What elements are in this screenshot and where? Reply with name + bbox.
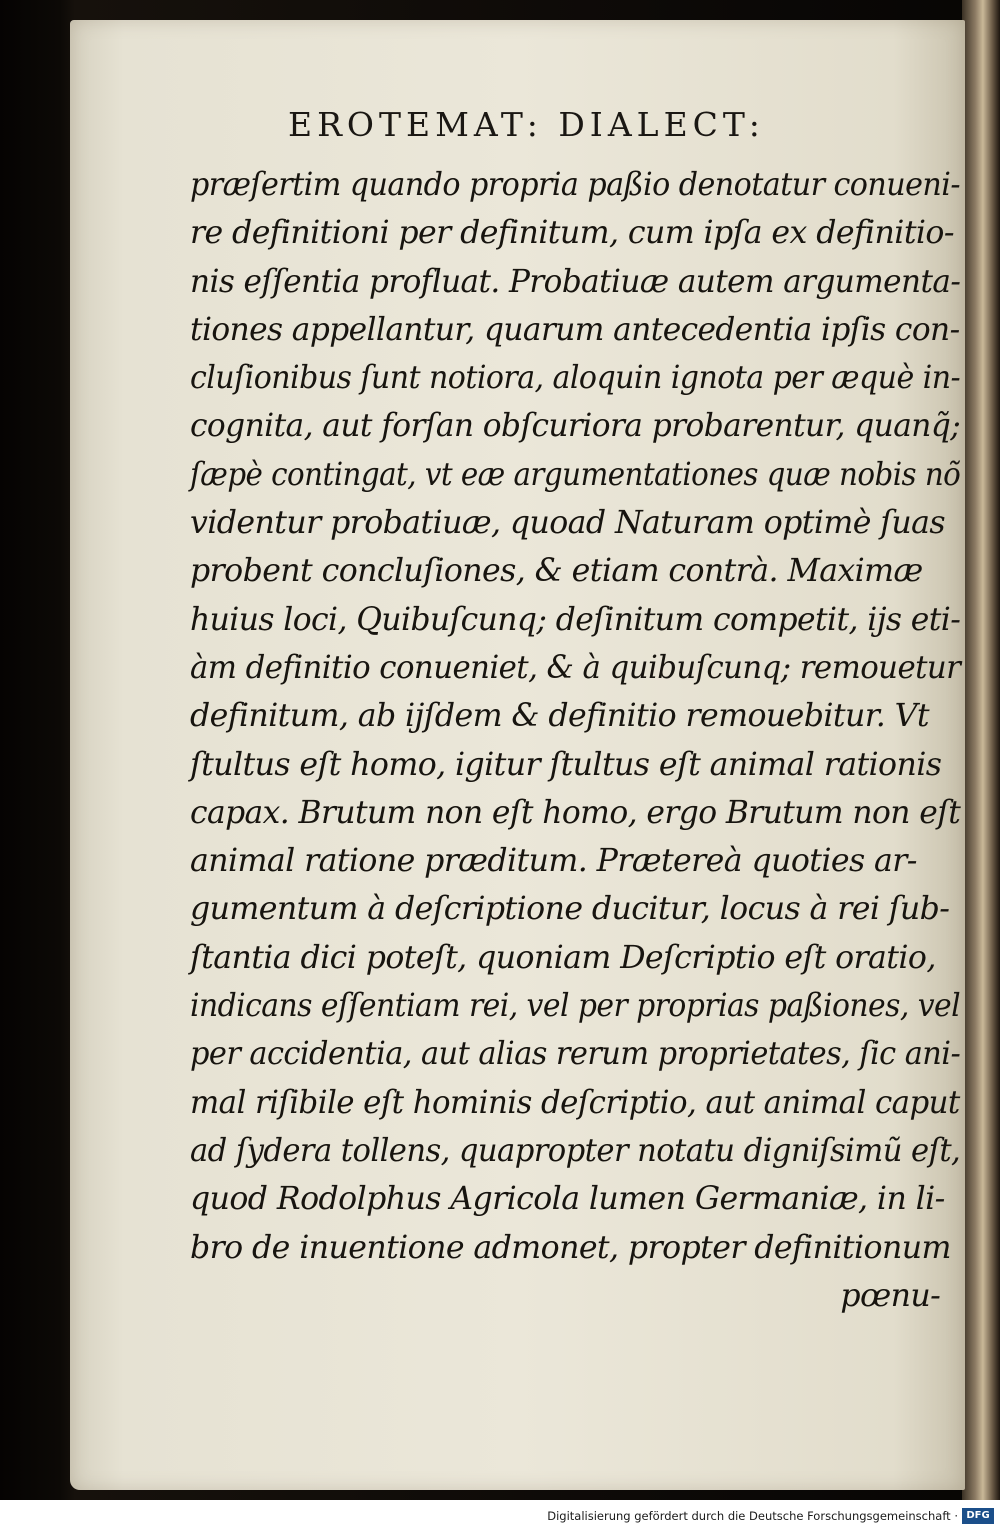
text-line: cognita, aut forſan obſcuriora probarentur, quanq̃; (190, 406, 961, 445)
text-line: mal riſibile eſt hominis deſcriptio, aut animal caput (190, 1082, 960, 1121)
text-line: àm definitio conueniet, & à quibuſcunq; remouetur (190, 647, 961, 686)
text-line: tiones appellantur, quarum antecedentia ipſis con- (190, 309, 960, 348)
text-line: probent concluſiones, & etiam contrà. Maximæ (190, 551, 923, 590)
funding-credit: Digitalisierung gefördert durch die Deutsche Forschungsgemeinschaft · (547, 1509, 958, 1523)
body-text (190, 160, 970, 1319)
text-line: ſtultus eſt homo, igitur ſtultus eſt animal rationis (190, 744, 942, 783)
running-head: EROTEMAT: DIALECT: (288, 105, 765, 144)
text-line: quod Rodolphus Agricola lumen Germaniæ, in li- (190, 1179, 945, 1218)
text-line: præſertim quando propria paßio denotatur conueni- (190, 165, 960, 203)
text-line: ſæpè contingat, vt eæ argumentationes quæ nobis nõ (190, 454, 961, 493)
text-line: animal ratione præditum. Prætereà quoties ar- (190, 841, 917, 880)
text-line: capax. Brutum non eſt homo, ergo Brutum non eſt (190, 792, 961, 831)
dfg-logo[interactable]: DFG (962, 1508, 994, 1524)
text-line: indicans eſſentiam rei, vel per proprias paßiones, vel (190, 986, 961, 1025)
catchword: pœnu- (840, 1275, 941, 1314)
text-line: re definitioni per definitum, cum ipſa ex definitio- (190, 213, 954, 252)
text-line: nis eſſentia profluat. Probatiuæ autem argumenta- (190, 261, 961, 300)
text-line: per accidentia, aut alias rerum proprietates, ſic ani- (190, 1034, 961, 1073)
text-line: huius loci, Quibuſcunq; deſinitum competit, ijs eti- (190, 599, 961, 638)
footer-bar (0, 1500, 1000, 1534)
text-line: videntur probatiuæ, quoad Naturam optimè ſuas (190, 503, 946, 542)
text-line: ad ſydera tollens, quapropter notatu digniſsimũ eſt, (190, 1130, 961, 1169)
text-line: definitum, ab ijſdem & definitio remouebitur. Vt (190, 696, 929, 735)
text-line: gumentum à deſcriptione ducitur, locus à rei ſub- (190, 889, 950, 928)
text-line: cluſionibus ſunt notiora, aloquin ignota per æquè in- (190, 358, 961, 397)
text-line: ſtantia dici poteſt, quoniam Deſcriptio eſt oratio, (190, 937, 936, 976)
text-line: bro de inuentione admonet, propter definitionum (190, 1227, 951, 1266)
